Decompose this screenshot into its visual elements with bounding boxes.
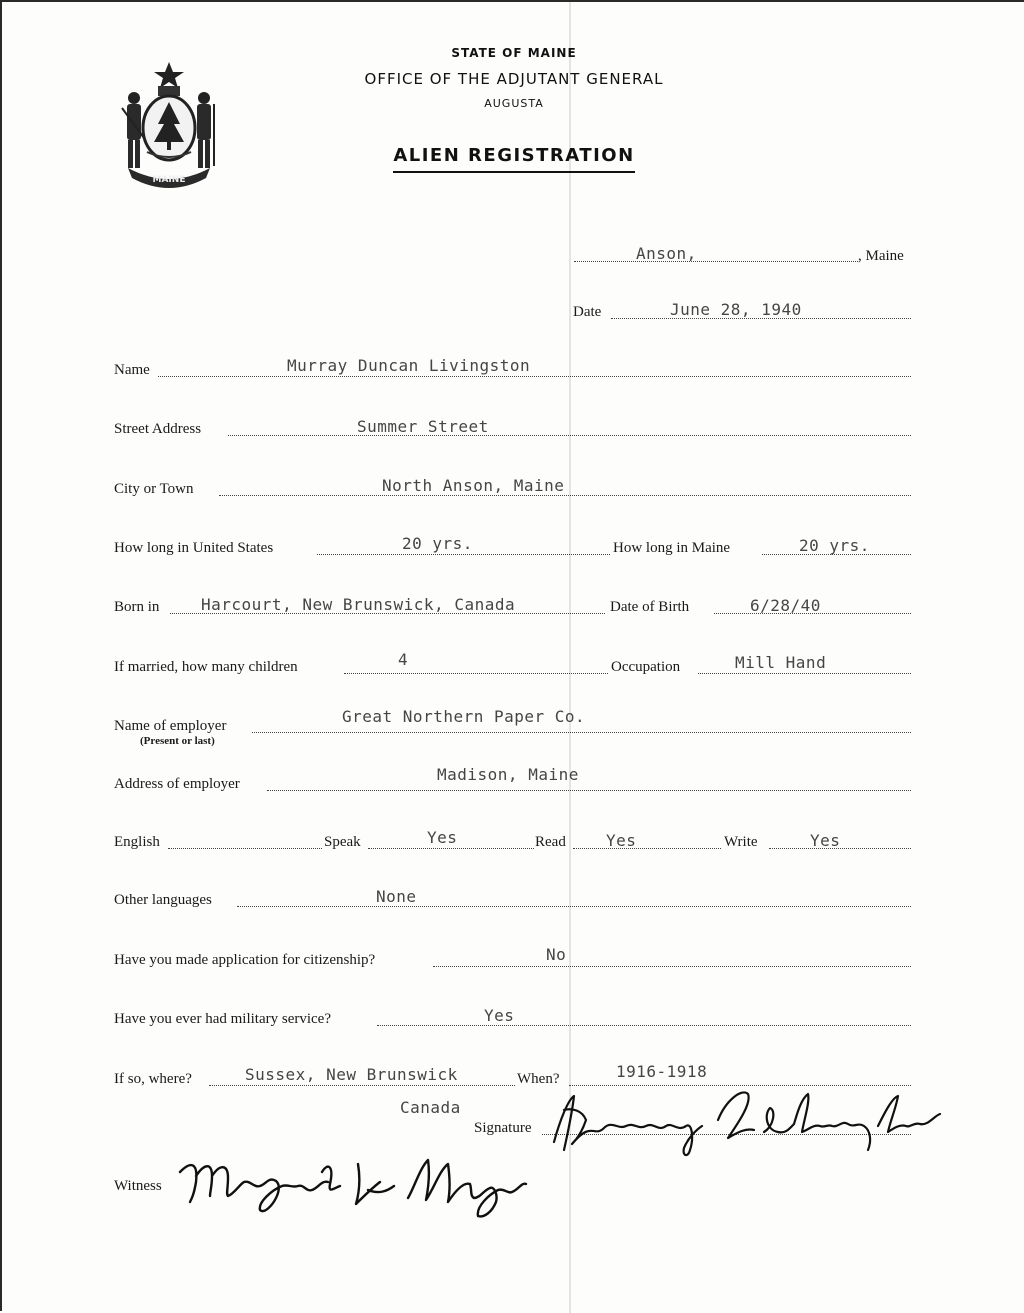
read-line [573, 848, 721, 849]
write-value: Yes [810, 831, 841, 850]
seal-banner-text: MAINE [152, 175, 186, 185]
citizenship-value: No [546, 945, 567, 964]
employer-sublabel: (Present or last) [140, 735, 215, 747]
other-languages-label: Other languages [114, 892, 212, 908]
name-line [158, 376, 911, 377]
place-line [574, 261, 858, 262]
employer-label: Name of employer [114, 718, 227, 734]
city-label: City or Town [114, 481, 194, 497]
name-value: Murray Duncan Livingston [287, 356, 531, 375]
date-value: June 28, 1940 [670, 300, 802, 319]
read-value: Yes [606, 831, 637, 850]
signature-handwriting [542, 1080, 952, 1160]
when-label: When? [517, 1071, 560, 1087]
city-value: North Anson, Maine [382, 476, 565, 495]
military-value: Yes [484, 1006, 515, 1025]
where-line [209, 1085, 515, 1086]
us-years-label: How long in United States [114, 540, 274, 556]
born-in-label: Born in [114, 599, 160, 615]
employer-address-value: Madison, Maine [437, 765, 579, 784]
employer-value: Great Northern Paper Co. [342, 707, 586, 726]
occupation-label: Occupation [611, 659, 681, 675]
when-value: 1916-1918 [616, 1062, 708, 1081]
employer-address-line [267, 790, 911, 791]
citizenship-line [433, 966, 911, 967]
english-line [168, 848, 322, 849]
write-label: Write [724, 834, 758, 850]
military-line [377, 1025, 911, 1026]
header-office: OFFICE OF THE ADJUTANT GENERAL [364, 70, 664, 88]
where-value-continued: Canada [400, 1098, 461, 1117]
speak-value: Yes [427, 828, 458, 847]
born-in-value: Harcourt, New Brunswick, Canada [201, 595, 516, 614]
citizenship-label: Have you made application for citizenship? [114, 952, 376, 968]
employer-address-label: Address of employer [114, 776, 240, 792]
street-line [228, 435, 911, 436]
form-title: ALIEN REGISTRATION [2, 145, 1024, 166]
children-line [344, 673, 608, 674]
employer-line [252, 732, 911, 733]
dob-value: 6/28/40 [750, 596, 821, 615]
date-label: Date [573, 304, 602, 320]
military-label: Have you ever had military service? [114, 1011, 331, 1027]
place-suffix: , Maine [858, 248, 904, 264]
header-state: STATE OF MAINE [451, 46, 577, 60]
witness-label: Witness [114, 1178, 162, 1194]
other-languages-line [237, 906, 911, 907]
occupation-line [698, 673, 911, 674]
children-label: If married, how many children [114, 659, 298, 675]
dob-label: Date of Birth [610, 599, 690, 615]
speak-line [368, 848, 534, 849]
us-years-value: 20 yrs. [402, 534, 473, 553]
other-languages-value: None [376, 887, 417, 906]
street-label: Street Address [114, 421, 202, 437]
english-label: English [114, 834, 160, 850]
name-label: Name [114, 362, 150, 378]
read-label: Read [535, 834, 566, 850]
city-line [219, 495, 911, 496]
witness-signature-handwriting [172, 1142, 532, 1222]
street-value: Summer Street [357, 417, 489, 436]
maine-years-label: How long in Maine [613, 540, 731, 556]
header-city: AUGUSTA [484, 97, 544, 110]
where-label: If so, where? [114, 1071, 192, 1087]
where-value: Sussex, New Brunswick [245, 1065, 458, 1084]
maine-years-value: 20 yrs. [799, 536, 870, 555]
children-value: 4 [398, 650, 409, 669]
place-value: Anson, [636, 244, 697, 263]
occupation-value: Mill Hand [735, 653, 827, 672]
us-years-line [317, 554, 610, 555]
signature-label: Signature [474, 1120, 532, 1136]
speak-label: Speak [324, 834, 361, 850]
